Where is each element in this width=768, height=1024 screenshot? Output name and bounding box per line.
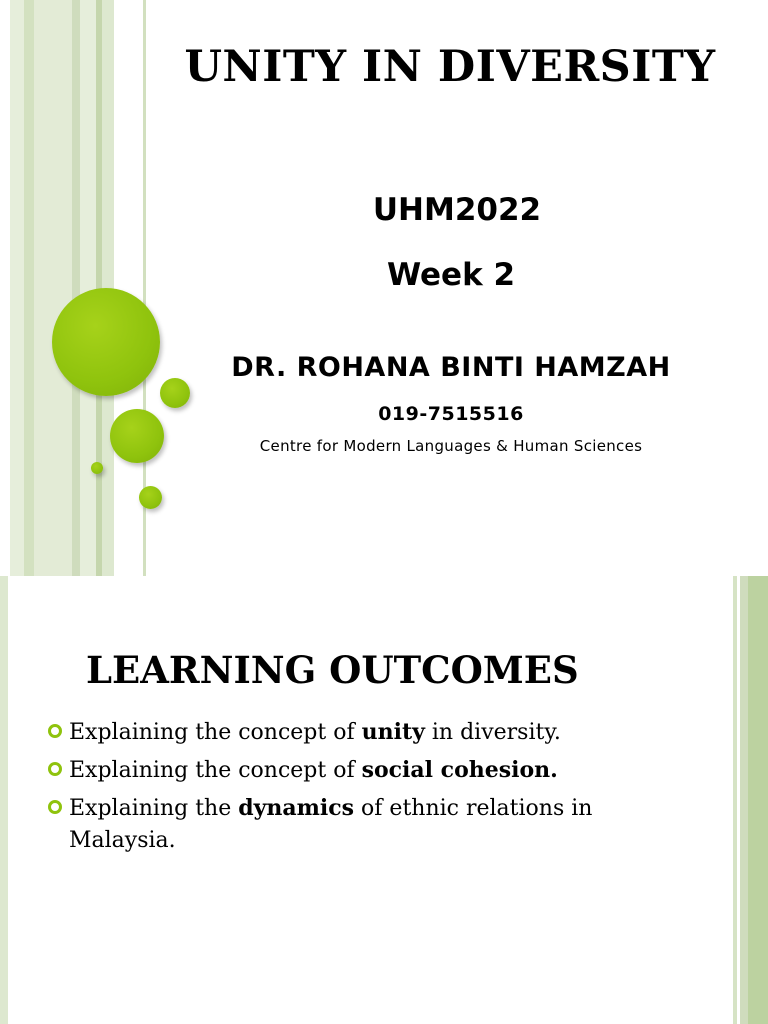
list-item: Explaining the concept of social cohesion. (48, 754, 688, 787)
list-item: Explaining the concept of unity in diversity. (48, 716, 688, 749)
decorative-circle-large (52, 288, 160, 396)
slide-title: UNITY IN DIVERSITY (184, 42, 716, 92)
decorative-stripes (0, 0, 150, 576)
week-label: Week 2 (386, 257, 516, 293)
course-code: UHM2022 (372, 192, 542, 228)
circle-bullet-icon (48, 724, 62, 738)
circle-bullet-icon (48, 762, 62, 776)
department-name: Centre for Modern Languages & Human Sciences (259, 437, 643, 455)
circle-bullet-icon (48, 800, 62, 814)
list-item: Explaining the dynamics of ethnic relations in Malaysia. (48, 792, 688, 857)
learning-outcomes-slide (0, 576, 768, 1024)
lecturer-name: DR. ROHANA BINTI HAMZAH (231, 352, 671, 383)
decorative-circle-small-2 (139, 486, 162, 509)
slide-title: LEARNING OUTCOMES (86, 648, 579, 692)
learning-outcomes-list (48, 716, 688, 862)
lecturer-phone: 019-7515516 (378, 403, 524, 425)
decorative-circle-tiny (91, 462, 103, 474)
